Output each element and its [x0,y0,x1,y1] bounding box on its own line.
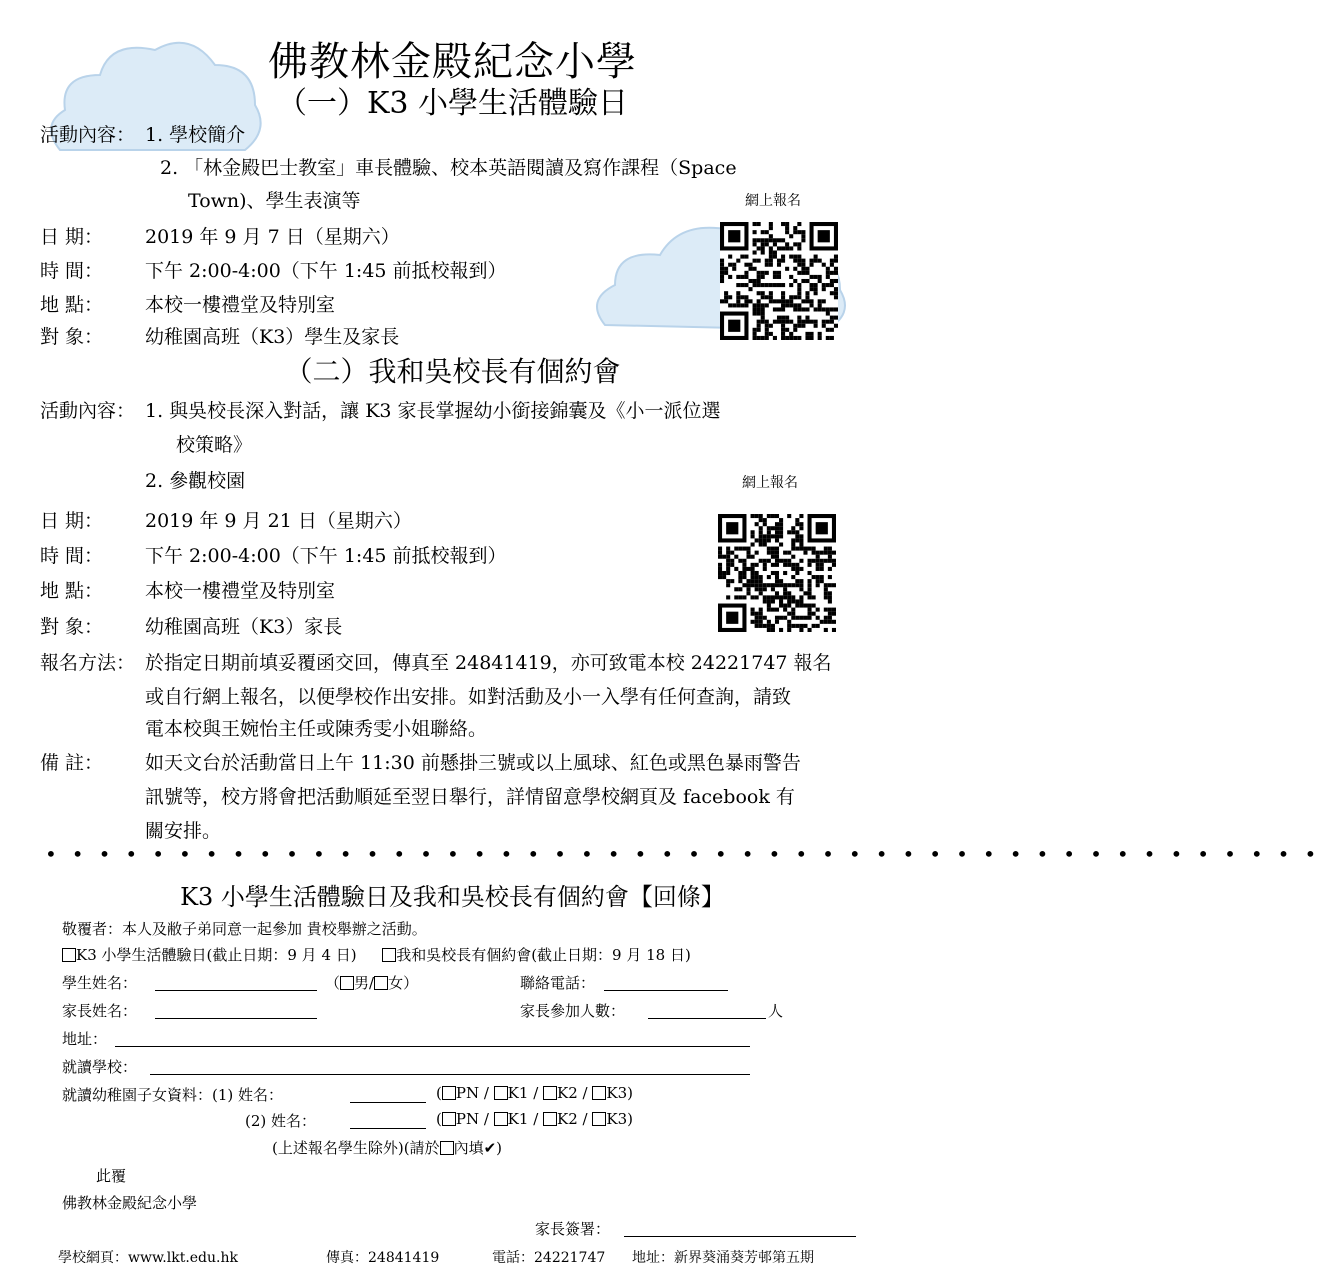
sec2-item1-line1: 1. 與吳校長深入對話，讓 K3 家長掌握幼小銜接錦囊及《小一派位選 [145,400,721,422]
male-label: 男/ [354,974,375,992]
signup-label: 報名方法： [40,652,136,674]
sec2-content-label: 活動內容： [40,400,136,422]
school-title: 佛教林金殿紀念小學 [268,39,637,85]
sec1-date: 2019 年 9 月 7 日（星期六） [145,226,400,248]
note-text-b: 內填✔) [453,1139,502,1157]
sec1-time-label: 時 間： [40,260,104,282]
signup-line1: 於指定日期前填妥覆函交回，傳真至 24841419，亦可致電本校 24221747 報名 [145,652,832,674]
sec1-venue: 本校一樓禮堂及特別室 [145,294,336,316]
gender-open-paren: （ [325,974,341,992]
sec2-time-label: 時 間： [40,545,104,567]
child1-pn-checkbox[interactable] [442,1086,456,1100]
section1-title: （一）K3 小學生活體驗日 [276,86,629,121]
cut-line-divider: •••••••••••••••••••••••••••••••••••••••••••••••• [45,842,1331,866]
parent-name-label: 家長姓名： [62,1002,138,1020]
k2-label: K2 / [557,1110,593,1128]
child2-k1-checkbox[interactable] [494,1112,508,1126]
remarks-label: 備 註： [40,752,104,774]
sec2-target-label: 對 象： [40,616,104,638]
sec1-content-label: 活動內容： [40,124,136,146]
remarks-line3: 關安排。 [145,820,222,842]
child2-grade-row [436,1110,633,1128]
sec2-item2: 2. 參觀校園 [145,470,246,492]
footer-fax: 傳真：24841419 [326,1250,440,1266]
sec2-date-label: 日 期： [40,510,104,532]
k3-label: K3) [606,1084,633,1102]
child1-name-field[interactable] [350,1102,426,1103]
closing-text: 此覆 [96,1167,127,1185]
sec2-item1-line2: 校策略》 [176,434,253,456]
sec1-item2-line1: 2. 「林金殿巴士教室」車長體驗、校本英語閱讀及寫作課程（Space [160,157,737,179]
male-checkbox[interactable] [340,976,354,990]
option1-checkbox[interactable] [62,948,76,962]
school-label: 就讀學校： [62,1058,138,1076]
sec2-online-label: 網上報名 [742,475,798,491]
note-row [272,1137,502,1158]
k3-label: K3) [606,1110,633,1128]
female-checkbox[interactable] [374,976,388,990]
sec1-target-label: 對 象： [40,326,104,348]
pn-label: PN / [455,1110,494,1128]
school-field[interactable] [150,1074,750,1075]
paren: ( [436,1110,442,1128]
sec1-venue-label: 地 點： [40,294,104,316]
phone-field[interactable] [604,990,728,991]
sec1-online-label: 網上報名 [745,193,801,209]
footer-web: 學校網頁：www.lkt.edu.hk [58,1250,238,1266]
student-name-field[interactable] [155,990,317,991]
child2-name-field[interactable] [350,1128,426,1129]
sec1-time: 下午 2:00-4:00（下午 1:45 前抵校報到） [145,260,507,282]
signup-line3: 電本校與王婉怡主任或陳秀雯小姐聯絡。 [145,718,488,740]
child2-k3-checkbox[interactable] [592,1112,606,1126]
address-field[interactable] [115,1046,750,1047]
sec2-venue: 本校一樓禮堂及特別室 [145,580,336,602]
sec2-date: 2019 年 9 月 21 日（星期六） [145,510,412,532]
remarks-line2: 訊號等，校方將會把活動順延至翌日舉行，詳情留意學校網頁及 facebook 有 [145,786,795,808]
phone-label: 聯絡電話： [520,974,596,992]
student-name-label: 學生姓名： [62,974,138,992]
footer-tel: 電話：24221747 [492,1250,606,1266]
qr-code-icon[interactable] [720,222,838,340]
option2-checkbox[interactable] [382,948,396,962]
footer-address: 地址：新界葵涌葵芳邨第五期 [632,1250,814,1266]
parent-count-field[interactable] [648,1018,766,1019]
child1-k1-checkbox[interactable] [494,1086,508,1100]
option1-label: K3 小學生活體驗日(截止日期：9 月 4 日) [76,946,357,964]
remarks-line1: 如天文台於活動當日上午 11:30 前懸掛三號或以上風球、紅色或黑色暴雨警告 [145,752,801,774]
parent-count-label: 家長參加人數： [520,1002,626,1020]
address-label: 地址： [62,1030,108,1048]
sec2-target: 幼稚園高班（K3）家長 [145,616,343,638]
child2-pn-checkbox[interactable] [442,1112,456,1126]
parent-signature-field[interactable] [624,1236,856,1237]
sec1-date-label: 日 期： [40,226,104,248]
gender-row [325,972,418,993]
female-label: 女） [388,974,419,992]
note-text-a: (上述報名學生除外)(請於 [272,1139,440,1157]
parent-name-field[interactable] [155,1018,317,1019]
child1-k3-checkbox[interactable] [592,1086,606,1100]
child1-grade-row [436,1084,633,1102]
sec1-target: 幼稚園高班（K3）學生及家長 [145,326,400,348]
sec1-item2-line2: Town)、學生表演等 [188,190,361,212]
qr-code-icon[interactable] [718,514,836,632]
k2-label: K2 / [557,1084,593,1102]
person-unit: 人 [768,1002,784,1020]
example-checkbox-icon [440,1141,454,1155]
reply-title: K3 小學生活體驗日及我和吳校長有個約會【回條】 [180,883,725,911]
child1-k2-checkbox[interactable] [543,1086,557,1100]
parent-signature-label: 家長簽署： [535,1220,611,1238]
section2-title: （二）我和吳校長有個約會 [284,355,621,388]
child2-k2-checkbox[interactable] [543,1112,557,1126]
k1-label: K1 / [507,1084,544,1102]
signup-line2: 或自行網上報名，以便學校作出安排。如對活動及小一入學有任何查詢，請致 [145,686,792,708]
child2-label: (2) 姓名： [245,1112,317,1130]
sec1-item1: 1. 學校簡介 [145,124,246,146]
reply-intro: 敬覆者：本人及敝子弟同意一起參加 貴校舉辦之活動。 [62,920,427,938]
sec2-time: 下午 2:00-4:00（下午 1:45 前抵校報到） [145,545,507,567]
pn-label: PN / [455,1084,494,1102]
sec2-venue-label: 地 點： [40,580,104,602]
school-signature: 佛教林金殿紀念小學 [62,1194,198,1212]
kinder-info-label: 就讀幼稚園子女資料：(1) 姓名： [62,1086,284,1104]
k1-label: K1 / [507,1110,544,1128]
option2-label: 我和吳校長有個約會(截止日期：9 月 18 日) [396,946,691,964]
reply-options-row [62,944,691,965]
paren: ( [436,1084,442,1102]
